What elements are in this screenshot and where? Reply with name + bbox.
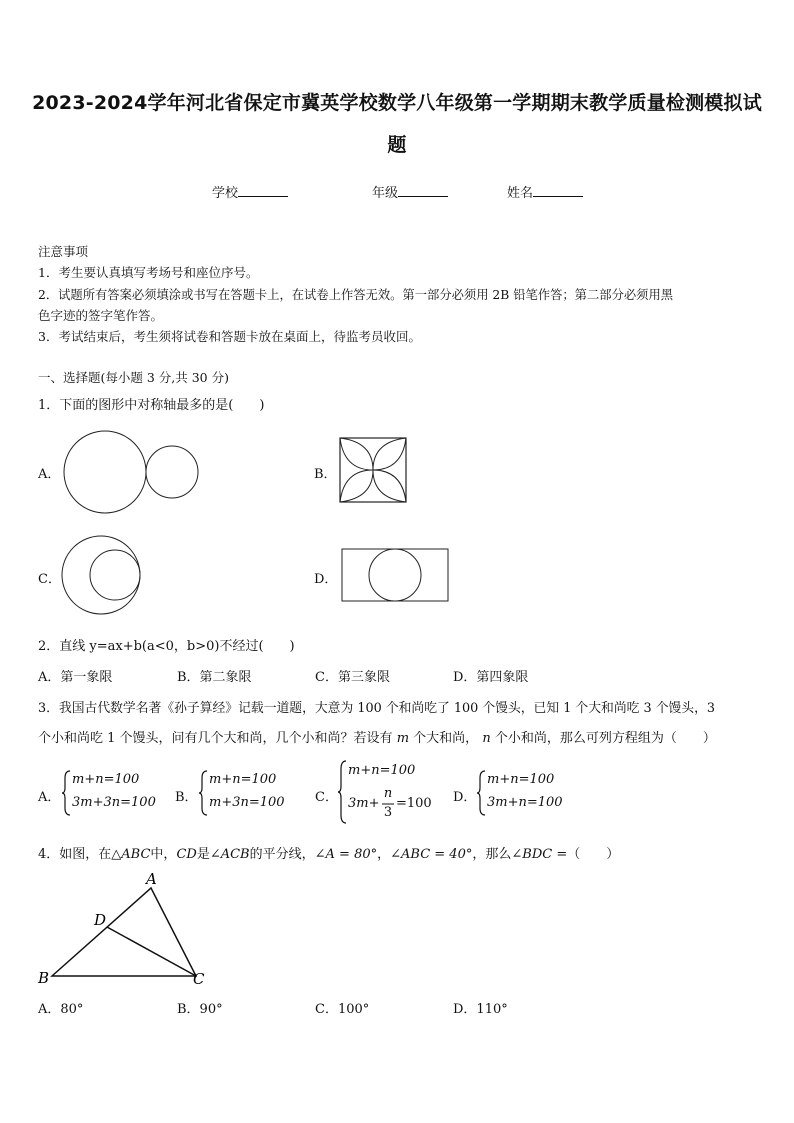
brace-icon (338, 760, 348, 824)
equation: m+n=100 (209, 772, 277, 787)
q4-angle-acb: ∠ACB (209, 847, 250, 862)
notice-item: 2．试题所有答案必须填涂或书写在答题卡上，在试卷上作答无效。第一部分必须用 2B 铅笔作答；第二部分必须用黑 (38, 288, 674, 302)
fraction-denominator: 3 (383, 805, 393, 820)
q1-figure-c (60, 534, 150, 618)
q1-option-b-label: B． (314, 467, 337, 482)
question-3-line2 (38, 727, 716, 746)
q3-option-b-system (199, 770, 309, 818)
question-2-stem: 2．直线 y=ax+b(a<0，b>0)不经过( ) (38, 639, 295, 654)
notice-item: 色字迹的签字笔作答。 (38, 308, 164, 323)
equation-part: =100 (396, 796, 432, 811)
q4-triangle: △ABC (111, 847, 151, 862)
equation: 3m+n=100 (487, 795, 563, 810)
q4-condition: ∠A = 80° (314, 847, 378, 862)
q4-text: ， (377, 847, 391, 862)
q3-option-c-system (338, 760, 448, 826)
q4-segment-cd: CD (176, 847, 197, 862)
q4-text: 是 (196, 847, 210, 862)
brace-icon (62, 770, 72, 816)
vertex-label-b: B (38, 969, 50, 987)
school-label: 学校 (212, 186, 239, 201)
question-3-line1: 3．我国古代数学名著《孙子算经》记载一道题，大意为 100 个和尚吃了 100 个馒头，已知 1 个大和尚吃 3 个馒头，3 (38, 701, 716, 716)
q3-text: 个小和尚吃 1 个馒头，问有几个大和尚，几个小和尚？若设有 (38, 731, 393, 746)
equation: m+3n=100 (209, 795, 285, 810)
q2-option-c: C．第三象限 (315, 670, 390, 685)
q4-target: ∠BDC = (511, 847, 568, 862)
q2-option-d: D．第四象限 (453, 670, 529, 685)
q3-option-d-system (477, 770, 587, 818)
name-blank (533, 184, 583, 197)
brace-icon (477, 770, 487, 816)
vertex-label-c: C (193, 970, 205, 988)
q1-option-c-label: C． (38, 572, 61, 587)
q1-option-d-label: D． (314, 572, 338, 587)
notice-item: 3．考试结束后，考生须将试卷和答题卡放在桌面上，待监考员收回。 (38, 329, 421, 344)
equation: m+n=100 (72, 772, 140, 787)
equation-part: 3m+ (348, 796, 380, 811)
q4-option-c: C．100° (315, 1002, 370, 1017)
name-field (507, 182, 583, 201)
q3-option-d-label: D． (453, 790, 477, 805)
school-blank (238, 184, 288, 197)
exam-title-line2: 题 (387, 134, 407, 156)
name-label: 姓名 (507, 186, 534, 201)
equation: m+n=100 (348, 763, 416, 778)
q2-option-b: B．第二象限 (177, 670, 252, 685)
q1-figure-b (338, 436, 410, 504)
notice-item: 1．考生要认真填写考场号和座位序号。 (38, 265, 259, 280)
q3-text: 个小和尚，那么可列方程组为（ ） (494, 731, 716, 746)
q1-figure-d (340, 545, 452, 607)
exam-title-line1: 2023-2024学年河北省保定市冀英学校数学八年级第一学期期末教学质量检测模拟试 (32, 92, 762, 114)
q3-var-m: m (396, 731, 410, 746)
q4-option-a: A．80° (38, 1002, 84, 1017)
q4-option-d: D．110° (453, 1002, 508, 1017)
question-1-stem: 1．下面的图形中对称轴最多的是( ) (38, 398, 265, 413)
q3-option-a-label: A． (38, 790, 61, 805)
grade-label: 年级 (372, 186, 399, 201)
q1-option-a-label: A． (38, 467, 61, 482)
grade-blank (398, 184, 448, 197)
q4-option-b: B．90° (177, 1002, 223, 1017)
equation: 3m+3n=100 (72, 795, 156, 810)
grade-field (372, 182, 448, 201)
q4-condition: ∠ABC = 40° (390, 847, 473, 862)
q3-option-a-system (62, 770, 172, 818)
fraction-numerator: n (383, 786, 393, 801)
vertex-label-a: A (146, 870, 157, 888)
equation: m+n=100 (487, 772, 555, 787)
q4-text: 的平分线， (249, 847, 315, 862)
q2-option-a: A．第一象限 (38, 670, 113, 685)
q3-var-n: n (482, 731, 491, 746)
q3-option-c-label: C． (315, 790, 338, 805)
q4-text: （ ） (567, 847, 620, 862)
question-4-stem (38, 843, 619, 862)
q3-option-b-label: B． (175, 790, 198, 805)
q4-text: ，那么 (472, 847, 512, 862)
q1-figure-a (60, 428, 200, 518)
brace-icon (199, 770, 209, 816)
q4-triangle-figure (36, 868, 216, 992)
q4-text: 4．如图，在 (38, 847, 112, 862)
school-field (212, 182, 288, 201)
q4-text: 中， (150, 847, 177, 862)
q3-text: 个大和尚， (413, 731, 479, 746)
notice-heading: 注意事项 (38, 244, 89, 259)
section-heading: 一、选择题(每小题 3 分,共 30 分) (38, 370, 229, 385)
vertex-label-d: D (94, 911, 107, 929)
